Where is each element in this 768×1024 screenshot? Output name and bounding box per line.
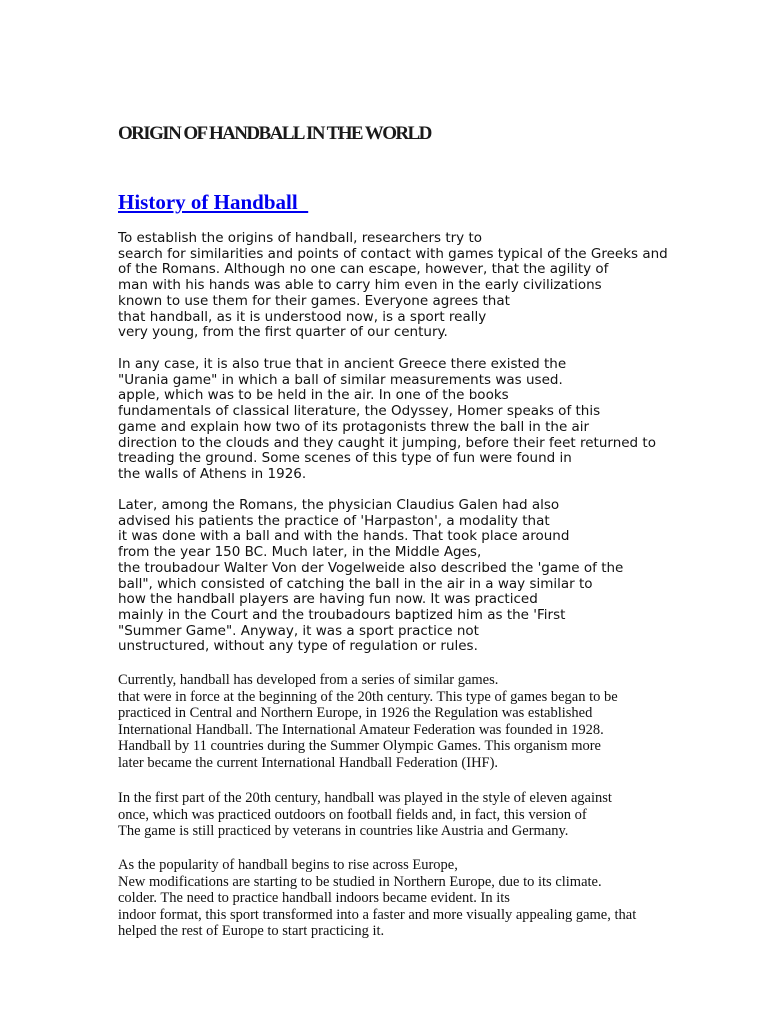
paragraph-line: known to use them for their games. Everyone agrees that (118, 292, 510, 309)
paragraph-ancient-greece (118, 357, 656, 483)
paragraph-line: man with his hands was able to carry him even in the early civilizations (118, 277, 602, 294)
paragraph-line: mainly in the Court and the troubadours baptized him as the 'First (118, 606, 566, 623)
paragraph-line: As the popularity of handball begins to rise across Europe, (118, 857, 458, 873)
paragraph-line: once, which was practiced outdoors on football fields and, in fact, this version of (118, 806, 587, 823)
paragraph-line: how the handball players are having fun now. It was practiced (118, 591, 538, 608)
paragraph-origins (118, 231, 668, 341)
paragraph-modern-development (118, 672, 618, 772)
paragraph-line: fundamentals of classical literature, the Odyssey, Homer speaks of this (118, 403, 601, 420)
paragraph-line: practiced in Central and Northern Europe, in 1926 the Regulation was established (118, 705, 593, 722)
paragraph-twentieth-century (118, 790, 612, 840)
paragraph-line: helped the rest of Europe to start practicing it. (118, 923, 385, 940)
paragraph-line: To establish the origins of handball, researchers try to (118, 230, 483, 246)
paragraph-line: of the Romans. Although no one can escape, however, that the agility of (118, 261, 609, 278)
paragraph-romans-middle-ages (118, 498, 623, 655)
paragraph-line: In the first part of the 20th century, handball was played in the style of eleven against (118, 790, 612, 806)
paragraph-line: advised his patients the practice of 'Harpaston', a modality that (118, 512, 550, 529)
paragraph-line: from the year 150 BC. Much later, in the Middle Ages, (118, 544, 482, 561)
paragraph-line: direction to the clouds and they caught it jumping, before their feet returned to (118, 434, 656, 451)
paragraph-line: "Urania game" in which a ball of similar measurements was used. (118, 371, 563, 388)
paragraph-line: it was done with a ball and with the hands. That took place around (118, 528, 570, 545)
paragraph-line: International Handball. The International Amateur Federation was founded in 1928. (118, 721, 604, 738)
paragraph-line: very young, from the first quarter of our century. (118, 324, 448, 341)
paragraph-line: Later, among the Romans, the physician Claudius Galen had also (118, 497, 560, 513)
paragraph-line: Currently, handball has developed from a series of similar games. (118, 672, 499, 688)
paragraph-line: indoor format, this sport transformed into a faster and more visually appealing game, that (118, 906, 637, 923)
document-title: ORIGIN OF HANDBALL IN THE WORLD (118, 123, 431, 144)
paragraph-line: that handball, as it is understood now, is a sport really (118, 308, 487, 325)
paragraph-line: The game is still practiced by veterans in countries like Austria and Germany. (118, 823, 569, 840)
paragraph-line: game and explain how two of its protagonists threw the ball in the air (118, 418, 590, 435)
paragraph-line: apple, which was to be held in the air. In one of the books (118, 387, 509, 404)
paragraph-line: the walls of Athens in 1926. (118, 465, 307, 482)
paragraph-popularity-europe (118, 857, 636, 940)
paragraph-line: In any case, it is also true that in ancient Greece there existed the (118, 356, 567, 372)
paragraph-line: colder. The need to practice handball indoors became evident. In its (118, 890, 510, 907)
paragraph-line: search for similarities and points of contact with games typical of the Greeks and (118, 245, 668, 262)
paragraph-line: "Summer Game". Anyway, it was a sport practice not (118, 622, 479, 639)
paragraph-line: the troubadour Walter Von der Vogelweide also described the 'game of the (118, 559, 624, 576)
history-of-handball-link[interactable]: History of Handball (118, 190, 309, 214)
paragraph-line: New modifications are starting to be studied in Northern Europe, due to its climate. (118, 873, 602, 890)
paragraph-line: treading the ground. Some scenes of this type of fun were found in (118, 450, 572, 467)
paragraph-line: that were in force at the beginning of the 20th century. This type of games began to be (118, 688, 618, 705)
paragraph-line: ball", which consisted of catching the ball in the air in a way similar to (118, 575, 593, 592)
paragraph-line: later became the current International Handball Federation (IHF). (118, 754, 499, 771)
paragraph-line: Handball by 11 countries during the Summer Olympic Games. This organism more (118, 738, 601, 755)
paragraph-line: unstructured, without any type of regulation or rules. (118, 638, 478, 655)
